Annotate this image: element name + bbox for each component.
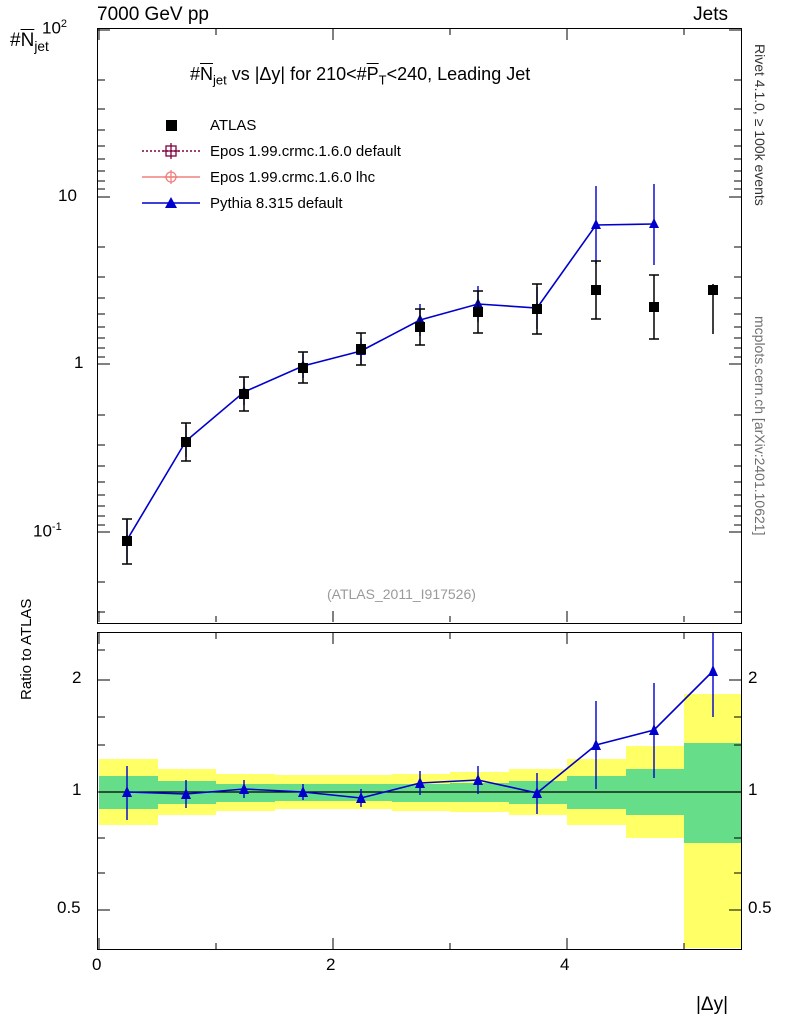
legend-label-epos-default: Epos 1.99.crmc.1.6.0 default — [210, 142, 401, 160]
legend-key-pythia — [140, 193, 202, 213]
ratio-plot-panel — [97, 632, 742, 950]
x-tick-2: 2 — [326, 955, 336, 974]
legend-entry-pythia[interactable] — [140, 190, 401, 216]
legend-entry-atlas[interactable] — [140, 112, 401, 138]
header-beam-energy: 7000 GeV pp — [97, 4, 209, 25]
legend-label-atlas: ATLAS — [210, 116, 257, 134]
analysis-id-watermark: (ATLAS_2011_I917526) — [327, 586, 476, 602]
series-pythia-main — [127, 224, 654, 540]
legend-key-atlas — [140, 115, 202, 135]
ratio-y-tick-2-left: 2 — [72, 668, 82, 687]
y-axis-label-ratio: Ratio to ATLAS — [18, 598, 35, 700]
plot-title: $\#\overline{N}_{jet}$ vs |Δy| for $210<\#\overline{P}_T<240$, Leading Jet — [190, 64, 531, 88]
ratio-plot-svg — [98, 633, 741, 949]
ratio-y-tick-1-right: 1 — [748, 780, 758, 799]
ratio-y-tick-0p5-right: 0.5 — [748, 898, 772, 917]
ratio-y-tick-2-right: 2 — [748, 668, 758, 687]
series-atlas-errorbars-main — [122, 261, 713, 564]
legend-entry-epos-default[interactable] — [140, 138, 401, 164]
ratio-y-tick-1-left: 1 — [72, 780, 82, 799]
legend-label-epos-lhc: Epos 1.99.crmc.1.6.0 lhc — [210, 168, 376, 186]
mcplots-source-label: mcplots.cern.ch [arXiv:2401.10621] — [752, 316, 768, 536]
legend — [140, 112, 401, 216]
y-tick-0p1: $10^{-1}$ — [33, 521, 62, 541]
legend-key-epos-default — [140, 141, 202, 161]
y-axis-label-main: $\#\overline{N}_{jet}$ — [10, 30, 49, 54]
legend-label-pythia: Pythia 8.315 default — [210, 194, 343, 212]
header-analysis-type: Jets — [693, 4, 728, 25]
x-tick-4: 4 — [560, 955, 570, 974]
series-atlas-markers-main — [122, 285, 718, 546]
x-axis-label: |Δy| — [695, 994, 728, 1015]
series-pythia-errorbars-main — [127, 184, 654, 562]
rivet-version-label: Rivet 4.1.0, ≥ 100k events — [752, 44, 768, 206]
series-pythia-markers-main — [122, 218, 659, 544]
x-tick-0: 0 — [92, 955, 102, 974]
ratio-y-tick-0p5-left: 0.5 — [57, 898, 81, 917]
y-tick-10: 10 — [58, 186, 77, 205]
y-tick-1: 1 — [74, 353, 84, 372]
legend-key-epos-lhc — [140, 167, 202, 187]
y-tick-100: $10^2$ — [42, 18, 68, 38]
legend-entry-epos-lhc[interactable] — [140, 164, 401, 190]
